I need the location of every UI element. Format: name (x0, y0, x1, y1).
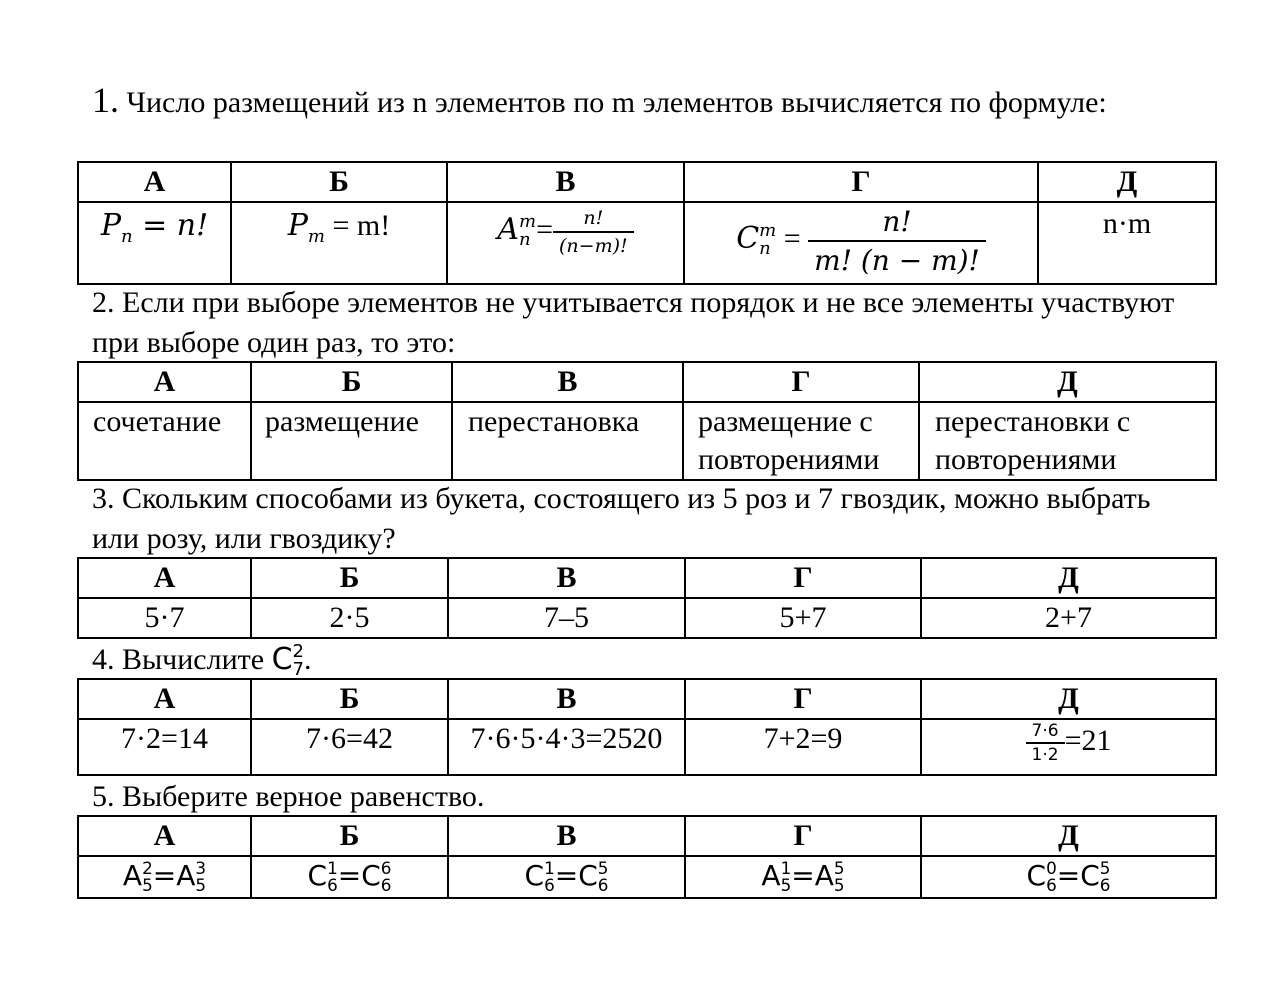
answers-table-4 (77, 678, 1217, 776)
header-g: Г (685, 816, 921, 856)
question-2-text (92, 283, 1202, 363)
answer-v[interactable]: перестановка (452, 402, 683, 480)
header-v: В (448, 816, 685, 856)
header-v: В (448, 558, 685, 598)
answer-g[interactable]: размещение с повторениями (683, 402, 919, 480)
question-5-text (92, 777, 1202, 817)
header-b: Б (251, 679, 448, 719)
answer-row (78, 598, 1216, 638)
answer-d[interactable]: C 0 6 =C 5 6 (921, 856, 1216, 898)
answers-table-1 (77, 161, 1217, 285)
answer-row (78, 402, 1216, 480)
binomial-expression: C 2 7 (271, 640, 304, 680)
header-a: А (78, 679, 251, 719)
answer-d[interactable]: 2+7 (921, 598, 1216, 638)
answer-g[interactable]: C m n = $\frac{n!}{m! (n - m)!}$ (684, 202, 1038, 284)
answer-header-row (78, 162, 1216, 202)
answer-row (78, 202, 1216, 284)
answer-b[interactable]: $P_m = m$! (231, 202, 447, 284)
header-g: Г (685, 558, 921, 598)
header-v: В (448, 679, 685, 719)
header-d: Д (919, 362, 1216, 402)
question-prompt: Выберите верное равенство. (122, 780, 485, 813)
header-a: А (78, 558, 251, 598)
answer-d[interactable]: перестановки с повторениями (919, 402, 1216, 480)
answer-header-row (78, 816, 1216, 856)
answer-v[interactable]: A m n = $\frac{n!}{(n-m)!}$ (447, 202, 684, 284)
answer-g[interactable]: A 1 5 =A 5 5 (685, 856, 921, 898)
header-v: В (447, 162, 684, 202)
answer-g[interactable]: 5+7 (685, 598, 921, 638)
question-prompt: Если при выборе элементов не учитывается порядок и не все элементы участвуют при выборе один раз, то это: (92, 286, 1175, 359)
header-d: Д (921, 816, 1216, 856)
question-4-text: 4. Вычислите C 2 7 . (92, 640, 312, 680)
answers-table-2 (77, 361, 1217, 481)
header-a: А (78, 816, 251, 856)
question-number: 1. (92, 80, 119, 120)
answer-v[interactable]: 7–5 (448, 598, 685, 638)
answer-g[interactable]: 7+2=9 (685, 719, 921, 775)
answers-table-5 (77, 815, 1217, 899)
answer-b[interactable]: размещение (251, 402, 452, 480)
answer-b[interactable]: C 1 6 =C 6 6 (251, 856, 448, 898)
question-1-text (92, 80, 1202, 123)
answer-a[interactable]: A 2 5 =A 3 5 (78, 856, 251, 898)
answer-a[interactable]: 5·7 (78, 598, 251, 638)
header-g: Г (683, 362, 919, 402)
answers-table-3 (77, 557, 1217, 639)
answer-b[interactable]: 2·5 (251, 598, 448, 638)
question-number: 3. (92, 482, 115, 515)
answer-d[interactable]: n·m (1038, 202, 1216, 284)
answer-row (78, 719, 1216, 775)
header-v: В (452, 362, 683, 402)
header-b: Б (251, 816, 448, 856)
question-prompt: Вычислите (122, 643, 272, 676)
answer-a[interactable]: 7·2=14 (78, 719, 251, 775)
answer-a[interactable]: сочетание (78, 402, 251, 480)
header-b: Б (251, 362, 452, 402)
header-a: А (78, 362, 251, 402)
answer-v[interactable]: 7·6·5·4·3=2520 (448, 719, 685, 775)
header-b: Б (251, 558, 448, 598)
answer-header-row (78, 362, 1216, 402)
answer-a[interactable]: $P_n = n$! (78, 202, 231, 284)
header-g: Г (685, 679, 921, 719)
question-number: 2. (92, 286, 115, 319)
question-number: 5. (92, 780, 115, 813)
header-d: Д (921, 679, 1216, 719)
question-prompt: Число размещений из n элементов по m элементов вычисляется по формуле: (126, 86, 1107, 119)
answer-b[interactable]: 7·6=42 (251, 719, 448, 775)
answer-row (78, 856, 1216, 898)
header-a: А (78, 162, 231, 202)
header-b: Б (231, 162, 447, 202)
answer-v[interactable]: C 1 6 =C 5 6 (448, 856, 685, 898)
header-d: Д (921, 558, 1216, 598)
header-g: Г (684, 162, 1038, 202)
answer-header-row (78, 558, 1216, 598)
question-prompt: Скольким способами из букета, состоящего из 5 роз и 7 гвоздик, можно выбрать или розу, или гвоздику? (92, 482, 1151, 555)
header-d: Д (1038, 162, 1216, 202)
answer-header-row (78, 679, 1216, 719)
answer-d[interactable]: $\frac{7\cdot 6}{1\cdot 2}$ =21 (921, 719, 1216, 775)
question-number: 4. (92, 643, 115, 676)
question-3-text (92, 479, 1202, 559)
